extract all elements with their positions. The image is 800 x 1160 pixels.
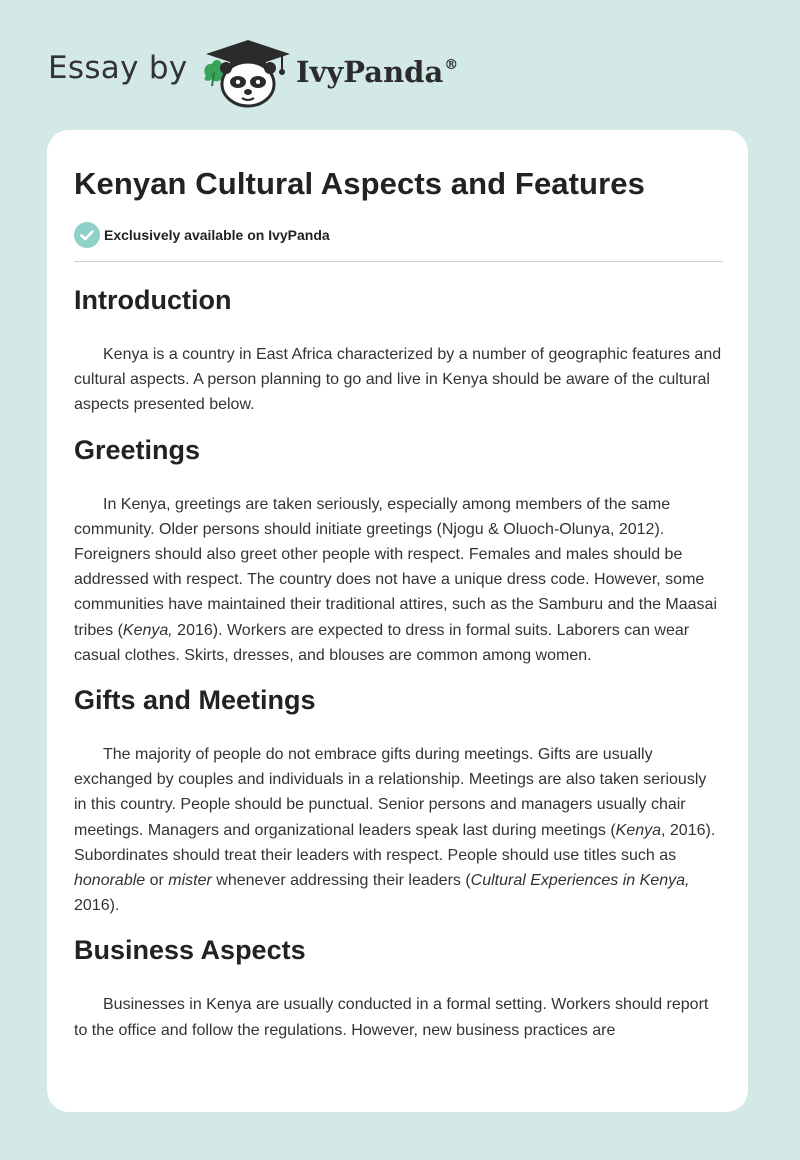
section-heading: Gifts and Meetings xyxy=(74,685,316,716)
italic-text-run: Kenya, xyxy=(122,621,173,639)
brand-text: IvyPanda xyxy=(296,55,444,89)
text-run: whenever addressing their leaders ( xyxy=(211,872,471,890)
text-run: , 2016). Subordinates should treat their leaders with respect. People should use titles such as xyxy=(74,821,716,864)
section-gifts-and-meetings xyxy=(74,682,723,918)
article-card xyxy=(47,130,748,1112)
section-paragraph xyxy=(74,492,723,668)
section-heading: Introduction xyxy=(74,285,232,315)
text-run: The majority of people do not embrace gifts during meetings. Gifts are usually exchanged by couples and individuals in a relationship. Meetings are also taken seriously in this country. People should be punctual. Senior persons and managers usually chair meetings. Managers and organizational leaders speak last during meetings ( xyxy=(74,746,707,839)
section-paragraph xyxy=(74,742,723,918)
section-heading: Business Aspects xyxy=(74,935,306,966)
title-divider xyxy=(74,261,723,262)
section-greetings xyxy=(74,432,723,668)
essay-by-label: Essay by xyxy=(48,50,188,86)
text-run: Businesses in Kenya are usually conducted in a formal setting. Workers should report to the office and follow the regulations. However, new business practices are xyxy=(74,996,709,1039)
text-run: or xyxy=(145,872,169,890)
text-run: In Kenya, greetings are taken seriously, especially among members of the same community. Older persons should initiate greetings (Njogu & Oluoch-Olunya, 2012). Foreigners should also greet other people with respect. Females and males should be addressed with respect. The country does not have a unique dress code. However, some communities have maintained their traditional attires, such as the Samburu and the Maasai tribes ( xyxy=(74,495,718,639)
italic-text-run: honorable xyxy=(74,872,146,890)
section-paragraph xyxy=(74,342,723,418)
panda-logo-icon[interactable] xyxy=(200,36,296,110)
check-circle-icon xyxy=(74,222,100,248)
article-title: Kenyan Cultural Aspects and Features xyxy=(74,166,645,201)
exclusive-badge xyxy=(74,222,723,248)
section-introduction xyxy=(74,282,723,418)
exclusive-label: Exclusively available on IvyPanda xyxy=(104,227,330,243)
site-header xyxy=(0,0,800,130)
text-run: 2016). Workers are expected to dress in formal suits. Laborers can wear casual clothes. Skirts, dresses, and blouses are common among women. xyxy=(74,621,690,664)
registered-mark: ® xyxy=(444,57,459,73)
italic-text-run: Kenya xyxy=(615,821,662,839)
italic-text-run: Cultural Experiences in Kenya, xyxy=(470,872,690,890)
italic-text-run: mister xyxy=(168,872,212,890)
text-run: 2016). xyxy=(74,897,120,915)
section-heading: Greetings xyxy=(74,434,201,465)
article-content xyxy=(74,282,723,1057)
text-run: Kenya is a country in East Africa characterized by a number of geographic features and cultural aspects. A person planning to go and live in Kenya should be aware of the cultural aspects presented below. xyxy=(74,346,722,414)
section-paragraph xyxy=(74,992,723,1042)
brand-name[interactable] xyxy=(296,55,458,89)
section-business-aspects xyxy=(74,932,723,1042)
